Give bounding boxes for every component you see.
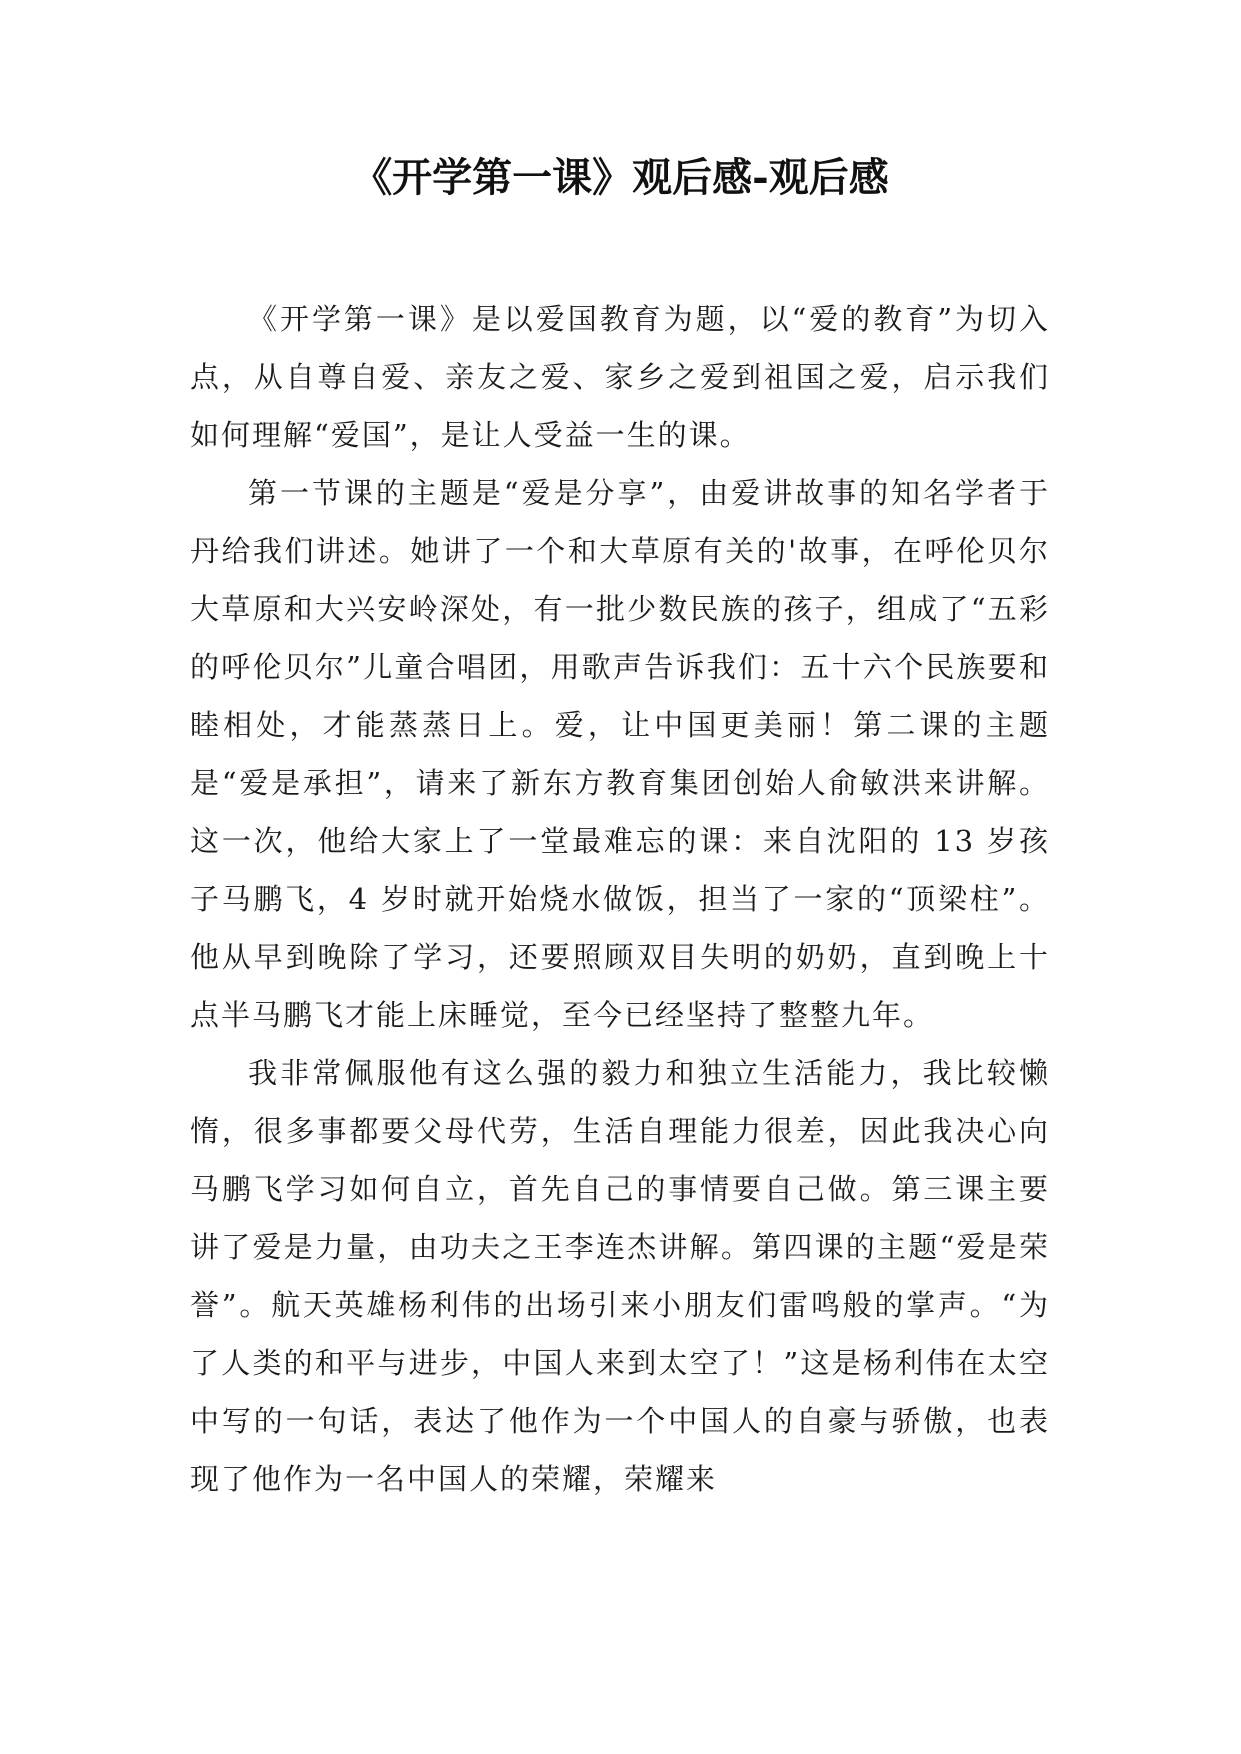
paragraph-1: 《开学第一课》是以爱国教育为题，以“爱的教育”为切入点，从自尊自爱、亲友之爱、家乡之爱到祖国之爱，启示我们如何理解“爱国”，是让人受益一生的课。: [190, 302, 1050, 452]
paragraph-3: 我非常佩服他有这么强的毅力和独立生活能力，我比较懒惰，很多事都要父母代劳，生活自理能力很差，因此我决心向马鹏飞学习如何自立，首先自己的事情要自己做。第三课主要讲了爱是力量，由功夫之王李连杰讲解。第四课的主题“爱是荣誉”。航天英雄杨利伟的出场引来小朋友们雷鸣般的掌声。“为了人类的和平与进步，中国人来到太空了！”这是杨利伟在太空中写的一句话，表达了他作为一个中国人的自豪与骄傲，也表现了他作为一名中国人的荣耀，荣耀来: [190, 1056, 1050, 1496]
document-body: [190, 290, 1050, 1508]
paragraph-2: 第一节课的主题是“爱是分享”，由爱讲故事的知名学者于丹给我们讲述。她讲了一个和大草原有关的'故事，在呼伦贝尔大草原和大兴安岭深处，有一批少数民族的孩子，组成了“五彩的呼伦贝尔”儿童合唱团，用歌声告诉我们：五十六个民族要和睦相处，才能蒸蒸日上。爱，让中国更美丽！第二课的主题是“爱是承担”，请来了新东方教育集团创始人俞敏洪来讲解。这一次，他给大家上了一堂最难忘的课：来自沈阳的 13 岁孩子马鹏飞，4 岁时就开始烧水做饭，担当了一家的“顶梁柱”。他从早到晚除了学习，还要照顾双目失明的奶奶，直到晚上十点半马鹏飞才能上床睡觉，至今已经坚持了整整九年。: [190, 476, 1050, 1032]
document-title: 《开学第一课》观后感-观后感: [352, 154, 889, 201]
